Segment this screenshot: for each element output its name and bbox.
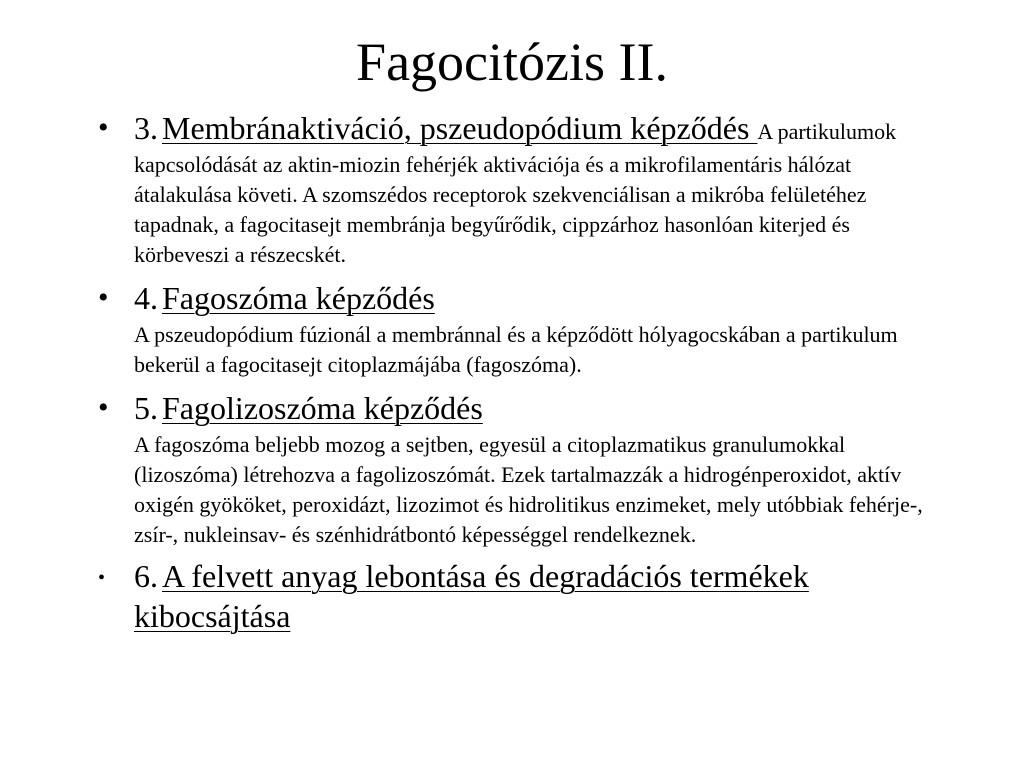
item-heading: Membránaktiváció, pszeudopódium képződés xyxy=(162,110,758,146)
list-item xyxy=(90,386,950,550)
bullet-icon: • xyxy=(98,111,109,144)
bullet-icon: • xyxy=(98,281,109,314)
list-item xyxy=(90,276,950,380)
item-number: 4. xyxy=(134,280,158,316)
list-item xyxy=(90,556,950,636)
list-item xyxy=(90,106,950,270)
item-heading: Fagoszóma képződés xyxy=(162,280,435,316)
item-number: 5. xyxy=(134,390,158,426)
item-text: A pszeudopódium fúzionál a membránnal és a képződött hólyagocskában a partikulum bekerül a fagocitasejt citoplazmájába (fagoszóma). xyxy=(134,322,898,377)
item-heading: A felvett anyag lebontása és degradációs termékek kibocsájtása xyxy=(134,558,809,634)
bullet-icon: • xyxy=(98,567,106,589)
item-heading: Fagolizoszóma képződés xyxy=(162,390,483,426)
item-text: A fagoszóma beljebb mozog a sejtben, egyesül a citoplazmatikus granulumokkal (lizoszóma) létrehozva a fagolizoszómát. Ezek tartalmazzák a hidrogénperoxidot, aktív oxigén gyököket, peroxidázt, lizozimot és hidrolitikus enzimeket, mely utóbbiak fehérje-, zsír-, nukleinsav- és szénhidrátbontó képességgel rendelkeznek. xyxy=(134,432,923,547)
slide-title: Fagocitózis II. xyxy=(356,32,668,92)
item-text: A partikulumok kapcsolódását az aktin-miozin fehérjék aktivációja és a mikrofilamentáris hálózat átalakulása követi. A szomszédos receptorok szekvenciálisan a mikróba felületéhez tapadnak, a fagocitasejt membránja begyűrődik, cippzárhoz hasonlóan kiterjed és körbeveszi a részecskét. xyxy=(134,119,897,267)
item-number: 3. xyxy=(134,110,158,146)
item-number: 6. xyxy=(134,558,158,594)
bullet-icon: • xyxy=(98,391,109,424)
bullet-list xyxy=(90,106,950,642)
